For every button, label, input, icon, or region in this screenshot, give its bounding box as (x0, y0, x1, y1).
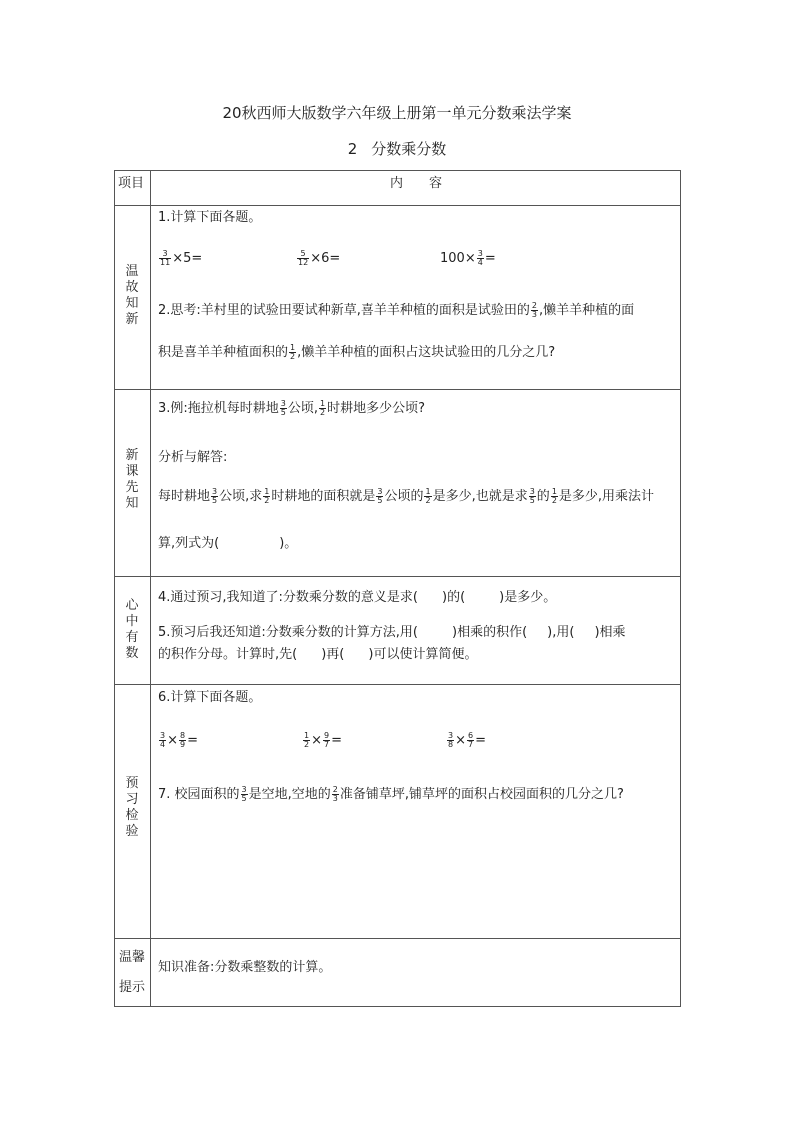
fraction: $\frac{5}{12}$ (298, 249, 309, 267)
fraction: $\frac{9}{7}$ (324, 731, 330, 749)
fraction: $\frac{3}{5}$ (212, 487, 218, 505)
question-5-line-1: 5.预习后我还知道:分数乘分数的计算方法,用( )相乘的积作( ),用( )相乘 (158, 625, 626, 640)
fraction: $\frac{3}{11}$ (160, 249, 171, 267)
fraction: $\frac{6}{7}$ (468, 731, 474, 749)
analysis-line-2: 算,列式为( )。 (158, 536, 298, 551)
fraction: $\frac{1}{2}$ (290, 343, 296, 361)
table-line (114, 389, 681, 390)
analysis-label: 分析与解答: (158, 450, 228, 465)
header-item: 项目 (118, 176, 145, 191)
document-title: 20秋西师大版数学六年级上册第一单元分数乘法学案 (222, 104, 572, 122)
table-line (114, 938, 681, 939)
section-label-summary: 心 中 有 数 (125, 598, 139, 661)
section-label-review: 温 故 知 新 (125, 264, 139, 327)
fraction: $\frac{2}{3}$ (531, 301, 538, 319)
q1-expression-2: $\frac{5}{12}$ ×6= (298, 249, 341, 267)
fraction: $\frac{3}{8}$ (448, 731, 454, 749)
q6-expression-3: $\frac{3}{8}$ × $\frac{6}{7}$ = (448, 731, 486, 749)
question-4: 4.通过预习,我知道了:分数乘分数的意义是求( )的( )是多少。 (158, 590, 557, 605)
fraction: $\frac{3}{4}$ (477, 249, 483, 267)
question-6: 6.计算下面各题。 (158, 690, 262, 705)
tip-text: 知识准备:分数乘整数的计算。 (158, 960, 332, 975)
question-5-line-2: 的积作分母。计算时,先( )再( )可以使计算简便。 (158, 647, 478, 662)
fraction: $\frac{1}{2}$ (551, 487, 557, 505)
q6-expression-2: $\frac{1}{2}$ × $\frac{9}{7}$ = (304, 731, 342, 749)
fraction: $\frac{3}{5}$ (377, 487, 383, 505)
table-line (114, 684, 681, 685)
question-7: 7. 校园面积的 $\frac{3}{5}$ 是空地,空地的 $\frac{2}{3}$ 准备铺草坪,铺草坪的面积占校园面积的几分之几? (158, 785, 624, 803)
fraction: $\frac{3}{5}$ (280, 399, 286, 417)
header-content: 内 容 (390, 176, 443, 191)
fraction: $\frac{8}{9}$ (180, 731, 186, 749)
table-line (680, 170, 681, 1007)
lesson-title (0, 138, 794, 159)
section-label-new-lesson: 新 课 先 知 (125, 448, 139, 511)
table-line (114, 1006, 681, 1007)
fraction: $\frac{3}{5}$ (241, 785, 247, 803)
fraction: $\frac{1}{2}$ (425, 487, 431, 505)
question-2-line-1: 2.思考:羊村里的试验田要试种新草,喜羊羊种植的面积是试验田的 $\frac{2}{3}$ ,懒羊羊种植的面 (158, 301, 635, 319)
fraction: $\frac{1}{2}$ (320, 399, 326, 417)
table-line (150, 170, 151, 1007)
lesson-number: 2 (347, 140, 358, 158)
table-line (114, 205, 681, 206)
q1-expression-3: 100× $\frac{3}{4}$ = (440, 249, 496, 267)
fraction: $\frac{3}{5}$ (529, 487, 535, 505)
q6-expression-1: $\frac{3}{4}$ × $\frac{8}{9}$ = (160, 731, 198, 749)
fraction: $\frac{3}{4}$ (160, 731, 166, 749)
section-label-tip: 温馨 提示 (118, 950, 145, 995)
q1-expression-1: $\frac{3}{11}$ ×5= (160, 249, 203, 267)
question-2-line-2: 积是喜羊羊种植面积的 $\frac{1}{2}$ ,懒羊羊种植的面积占这块试验田的几分之几? (158, 343, 556, 361)
lesson-name: 分数乘分数 (371, 140, 447, 158)
fraction: $\frac{1}{2}$ (264, 487, 270, 505)
table-line (114, 576, 681, 577)
fraction: $\frac{2}{3}$ (332, 785, 338, 803)
question-3: 3.例:拖拉机每时耕地 $\frac{3}{5}$ 公顷, $\frac{1}{2}$ 时耕地多少公顷? (158, 399, 426, 417)
table-line (114, 170, 681, 171)
question-1: 1.计算下面各题。 (158, 210, 262, 225)
section-label-check: 预 习 检 验 (125, 776, 139, 839)
analysis-line-1: 每时耕地 $\frac{3}{5}$ 公顷,求 $\frac{1}{2}$ 时耕地的面积就是 $\frac{3}{5}$ 公顷的 $\frac{1}{2}$ 是多少,也就是求 $\frac{3}{5}$ 的 $\frac{1}{2}$ 是多少,用乘法计 (158, 487, 655, 505)
fraction: $\frac{1}{2}$ (304, 731, 310, 749)
